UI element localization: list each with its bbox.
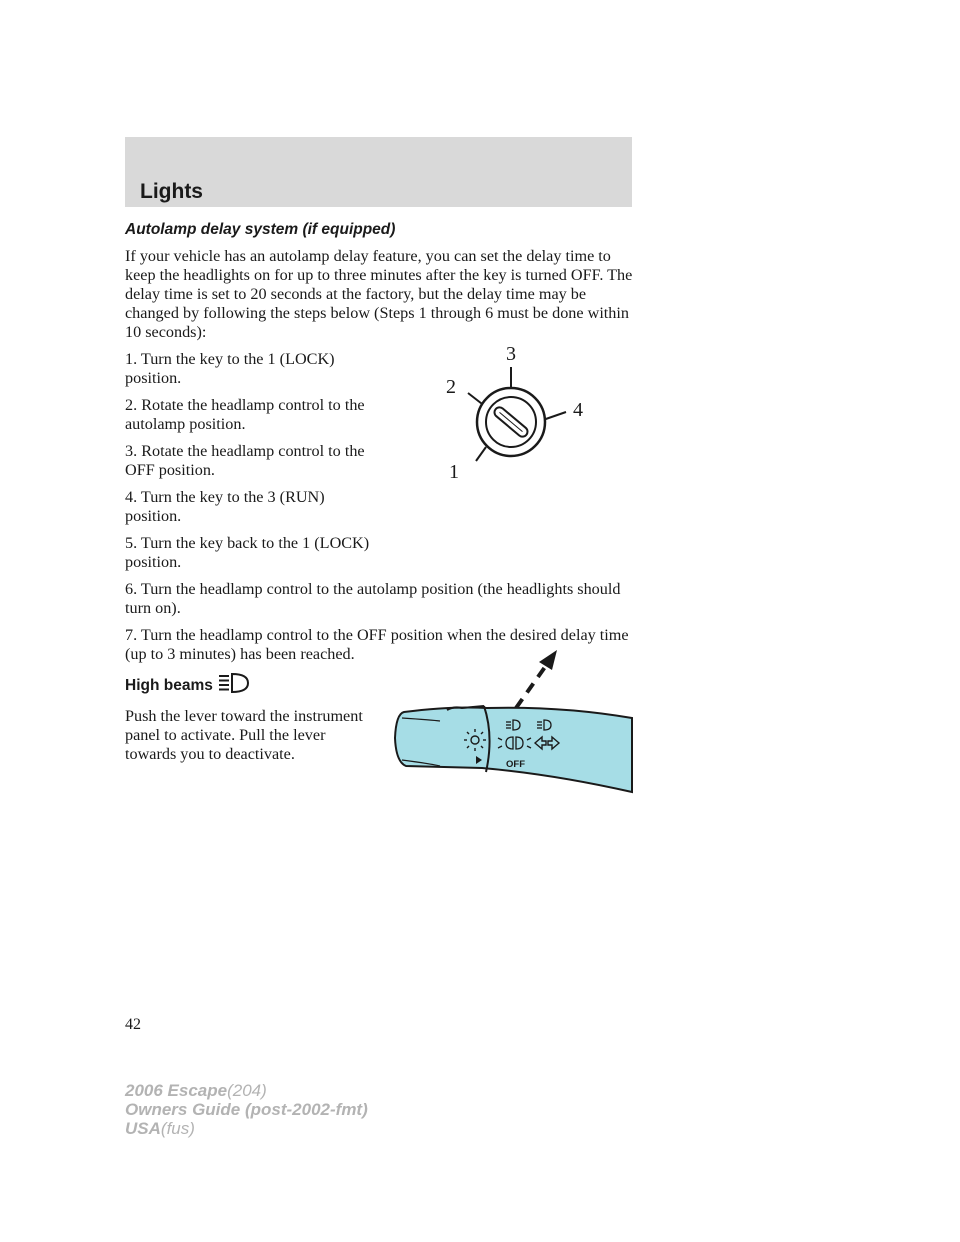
push-arrow-head	[539, 650, 557, 670]
step-6: 6. Turn the headlamp control to the autolamp position (the headlights should turn on).	[125, 580, 621, 617]
footer-line-1	[125, 1081, 368, 1100]
ignition-label-2: 2	[446, 376, 456, 398]
page-number: 42	[125, 1016, 141, 1033]
footer-model: 2006 Escape	[125, 1081, 228, 1100]
footer-line-2: Owners Guide (post-2002-fmt)	[125, 1100, 368, 1119]
autolamp-heading: Autolamp delay system (if equipped)	[125, 221, 396, 238]
step-4: 4. Turn the key to the 3 (RUN) position.	[125, 488, 325, 525]
high-beams-body: Push the lever toward the instrument panel to activate. Pull the lever towards you to deactivate.	[125, 707, 363, 763]
ignition-label-1: 1	[449, 461, 459, 483]
ignition-label-3: 3	[506, 343, 516, 365]
autolamp-intro: If your vehicle has an autolamp delay feature, you can set the delay time to keep the headlights on for up to three minutes after the key is turned OFF. The delay time is set to 20 seconds at the factory, but the delay time may be changed by following the steps below (Steps 1 through 6 must be done within 10 seconds):	[125, 247, 633, 341]
footer-line-3	[125, 1119, 368, 1138]
step-1: 1. Turn the key to the 1 (LOCK) position.	[125, 350, 335, 387]
push-direction-arrow	[516, 660, 550, 708]
step-2: 2. Rotate the headlamp control to the autolamp position.	[125, 396, 365, 433]
footer-model-code: (204)	[227, 1081, 267, 1100]
lever-diagram	[392, 648, 636, 799]
document-footer	[125, 1081, 368, 1138]
high-beams-heading-text: High beams	[125, 677, 213, 694]
high-beam-icon	[217, 672, 251, 699]
step-5: 5. Turn the key back to the 1 (LOCK) position.	[125, 534, 370, 571]
ignition-line-1	[476, 447, 486, 461]
steps-column	[125, 350, 375, 580]
ignition-label-4: 4	[573, 399, 583, 421]
lever-off-label: OFF	[506, 759, 525, 770]
step-7: 7. Turn the headlamp control to the OFF position when the desired delay time (up to 3 minutes) has been reached.	[125, 626, 629, 663]
step-3: 3. Rotate the headlamp control to the OFF position.	[125, 442, 365, 479]
ignition-diagram	[420, 335, 600, 500]
section-title: Lights	[140, 180, 203, 203]
footer-market-code: (fus)	[160, 1119, 195, 1138]
footer-market: USA	[125, 1119, 161, 1138]
